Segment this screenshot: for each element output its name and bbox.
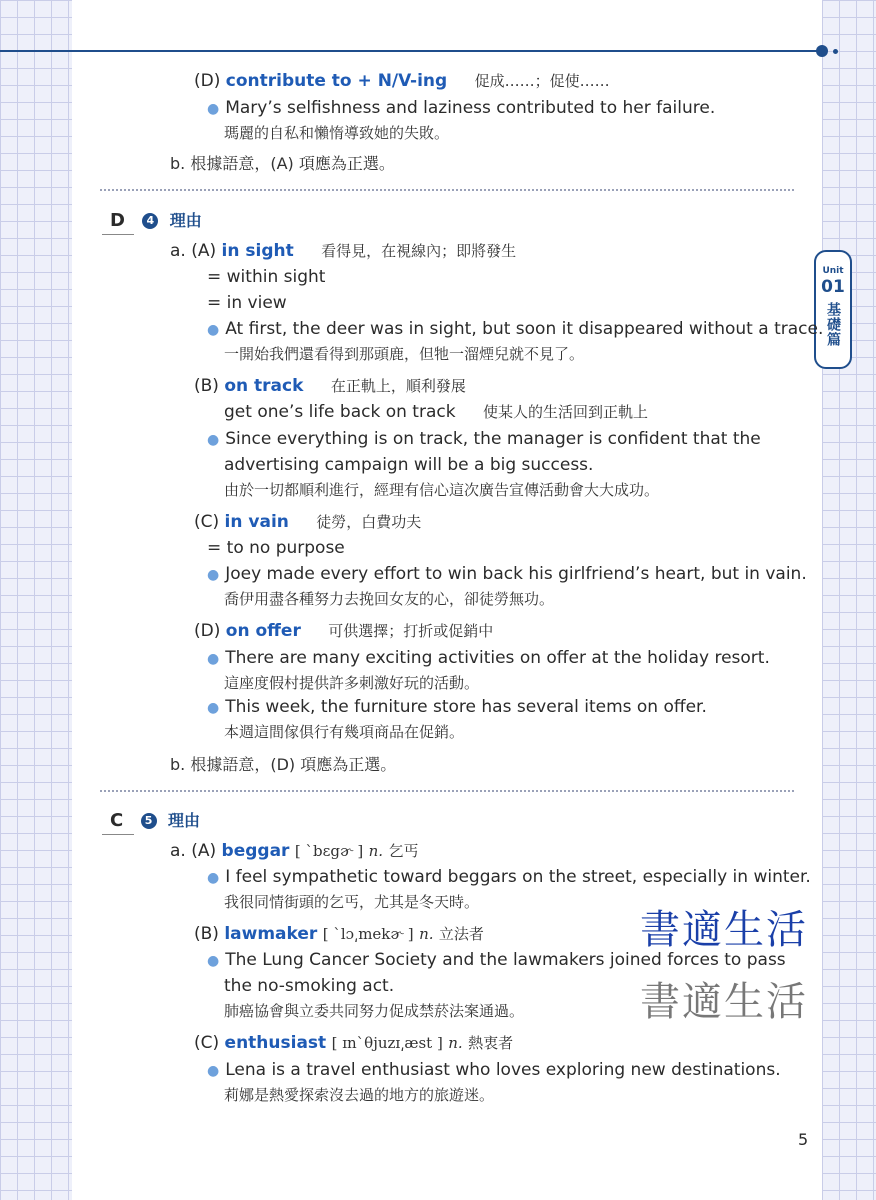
bullet-icon: ● [207, 700, 220, 716]
bullet-icon: ● [207, 953, 220, 969]
entry-gloss: 乞丐 [388, 842, 419, 860]
part-of-speech: n. [448, 1034, 463, 1052]
q4-a-entry [170, 240, 516, 262]
example-zh: 莉娜是熱愛探索沒去過的地方的旅遊迷。 [224, 1086, 495, 1104]
entry-term: lawmaker [224, 924, 318, 944]
phrase-gloss: 使某人的生活回到正軌上 [482, 403, 648, 421]
divider [100, 790, 794, 792]
bullet-icon: ● [207, 870, 220, 886]
reason-heading: 理由 [169, 211, 202, 230]
q4-b-conclusion: b. 根據語意，(D) 項應為正選。 [170, 755, 397, 774]
q5-b-entry [194, 923, 484, 945]
example [207, 428, 761, 451]
bullet-icon: ● [207, 567, 220, 583]
synonym: = to no purpose [207, 538, 345, 558]
q5-header [110, 810, 200, 832]
entry-gloss: 熱衷者 [468, 1034, 514, 1052]
example [207, 696, 707, 719]
example-zh: 喬伊用盡各種努力去挽回女友的心，卻徒勞無功。 [224, 590, 555, 608]
q4-d-entry [194, 620, 493, 642]
entry-term: on offer [225, 621, 301, 641]
top-d-entry [194, 70, 610, 92]
divider [100, 189, 794, 191]
entry-gloss: 在正軌上，順利發展 [330, 377, 466, 395]
example-en: Mary’s selfishness and laziness contributed to her failure. [225, 98, 716, 118]
example-zh: 一開始我們還看得到那頭鹿，但牠一溜煙兒就不見了。 [224, 345, 585, 363]
phrase-en: get one’s life back on track [224, 402, 456, 422]
bullet-icon: ● [207, 432, 220, 448]
top-d-example [207, 97, 715, 120]
part-of-speech: n. [419, 925, 434, 943]
entry-label: (B) [194, 376, 219, 396]
entry-label: (B) [194, 924, 219, 944]
bullet-icon: ● [207, 1063, 220, 1079]
entry-label: a. (A) [170, 841, 217, 861]
answer-letter: D [110, 210, 125, 231]
header-dot-small [833, 49, 838, 54]
example-en: Lena is a travel enthusiast who loves exploring new destinations. [225, 1060, 781, 1080]
example-zh: 我很同情街頭的乞丐，尤其是冬天時。 [224, 893, 480, 911]
bullet-icon: ● [207, 322, 220, 338]
header-dot-large [816, 45, 828, 57]
phonetic: [ ɪnˋθjuzɪ͵æst ] [331, 1034, 443, 1052]
entry-gloss: 看得見，在視線內；即將發生 [321, 242, 517, 260]
left-grid-margin [0, 0, 72, 1200]
example-en: At first, the deer was in sight, but soon it disappeared without a trace. [225, 319, 824, 339]
entry-label: (C) [194, 1033, 220, 1053]
example [207, 866, 811, 889]
entry-term: in sight [221, 241, 294, 261]
q4-header [110, 210, 202, 232]
example-en: This week, the furniture store has several items on offer. [225, 697, 707, 717]
question-number-badge: 5 [141, 813, 157, 829]
entry-label: (C) [194, 512, 220, 532]
example [207, 563, 807, 586]
q5-c-entry [194, 1032, 513, 1054]
question-number-badge: 4 [142, 213, 158, 229]
entry-gloss: 可供選擇；打折或促銷中 [328, 622, 494, 640]
related-phrase [224, 401, 648, 423]
entry-gloss: 徒勞，白費功夫 [316, 513, 422, 531]
unit-tab-label: 基礎篇 [825, 302, 841, 347]
example-en: I feel sympathetic toward beggars on the street, especially in winter. [225, 867, 811, 887]
synonym: = within sight [207, 267, 326, 287]
example-zh: 瑪麗的自私和懶惰導致她的失敗。 [224, 124, 450, 142]
example-zh: 本週這間傢俱行有幾項商品在促銷。 [224, 723, 465, 741]
answer-underline [102, 234, 134, 235]
header-rule [0, 50, 822, 52]
entry-label: a. (A) [170, 241, 217, 261]
unit-tab-word: Unit [822, 266, 844, 276]
unit-tab [814, 250, 852, 369]
example [207, 1059, 781, 1082]
example-zh: 肺癌協會與立委共同努力促成禁菸法案通過。 [224, 1002, 525, 1020]
q4-b-entry [194, 375, 466, 397]
example-zh: 這座度假村提供許多刺激好玩的活動。 [224, 674, 480, 692]
reason-heading: 理由 [168, 811, 201, 830]
entry-term: in vain [224, 512, 289, 532]
example-zh: 由於一切都順利進行，經理有信心這次廣告宣傳活動會大大成功。 [224, 481, 660, 499]
answer-letter: C [110, 810, 124, 831]
entry-gloss: 立法者 [438, 925, 484, 943]
entry-gloss: 促成……；促使…… [474, 72, 610, 90]
example-en: There are many exciting activities on offer at the holiday resort. [225, 648, 770, 668]
part-of-speech: n. [368, 842, 384, 860]
entry-term: contribute to + N/V-ing [225, 71, 448, 91]
example-en: The Lung Cancer Society and the lawmakers joined forces to pass [225, 950, 786, 970]
unit-tab-number: 01 [821, 277, 845, 297]
right-grid-margin [822, 0, 876, 1200]
watermark-gray: 書適生活 [640, 979, 808, 1025]
entry-term: on track [224, 376, 304, 396]
watermark-blue: 書適生活 [640, 907, 808, 953]
bullet-icon: ● [207, 651, 220, 667]
phonetic: [ ˋbɛgɚ ] [294, 842, 364, 860]
example-en-cont: the no-smoking act. [224, 976, 395, 996]
q5-a-entry [170, 840, 418, 862]
answer-underline [102, 834, 134, 835]
top-b-conclusion: b. 根據語意，(A) 項應為正選。 [170, 154, 395, 173]
q4-c-entry [194, 511, 421, 533]
example-en-cont: advertising campaign will be a big success. [224, 455, 594, 475]
phonetic: [ ˋlɔ͵mekɚ ] [322, 925, 414, 943]
entry-term: enthusiast [224, 1033, 327, 1053]
page-number: 5 [798, 1130, 809, 1149]
example-en: Joey made every effort to win back his girlfriend’s heart, but in vain. [225, 564, 807, 584]
bullet-icon: ● [207, 101, 220, 117]
example [207, 318, 823, 341]
entry-label: (D) [194, 71, 221, 91]
entry-label: (D) [194, 621, 221, 641]
example [207, 647, 770, 670]
synonym: = in view [207, 293, 287, 313]
example-en: Since everything is on track, the manager is confident that the [225, 429, 761, 449]
entry-term: beggar [221, 841, 290, 861]
